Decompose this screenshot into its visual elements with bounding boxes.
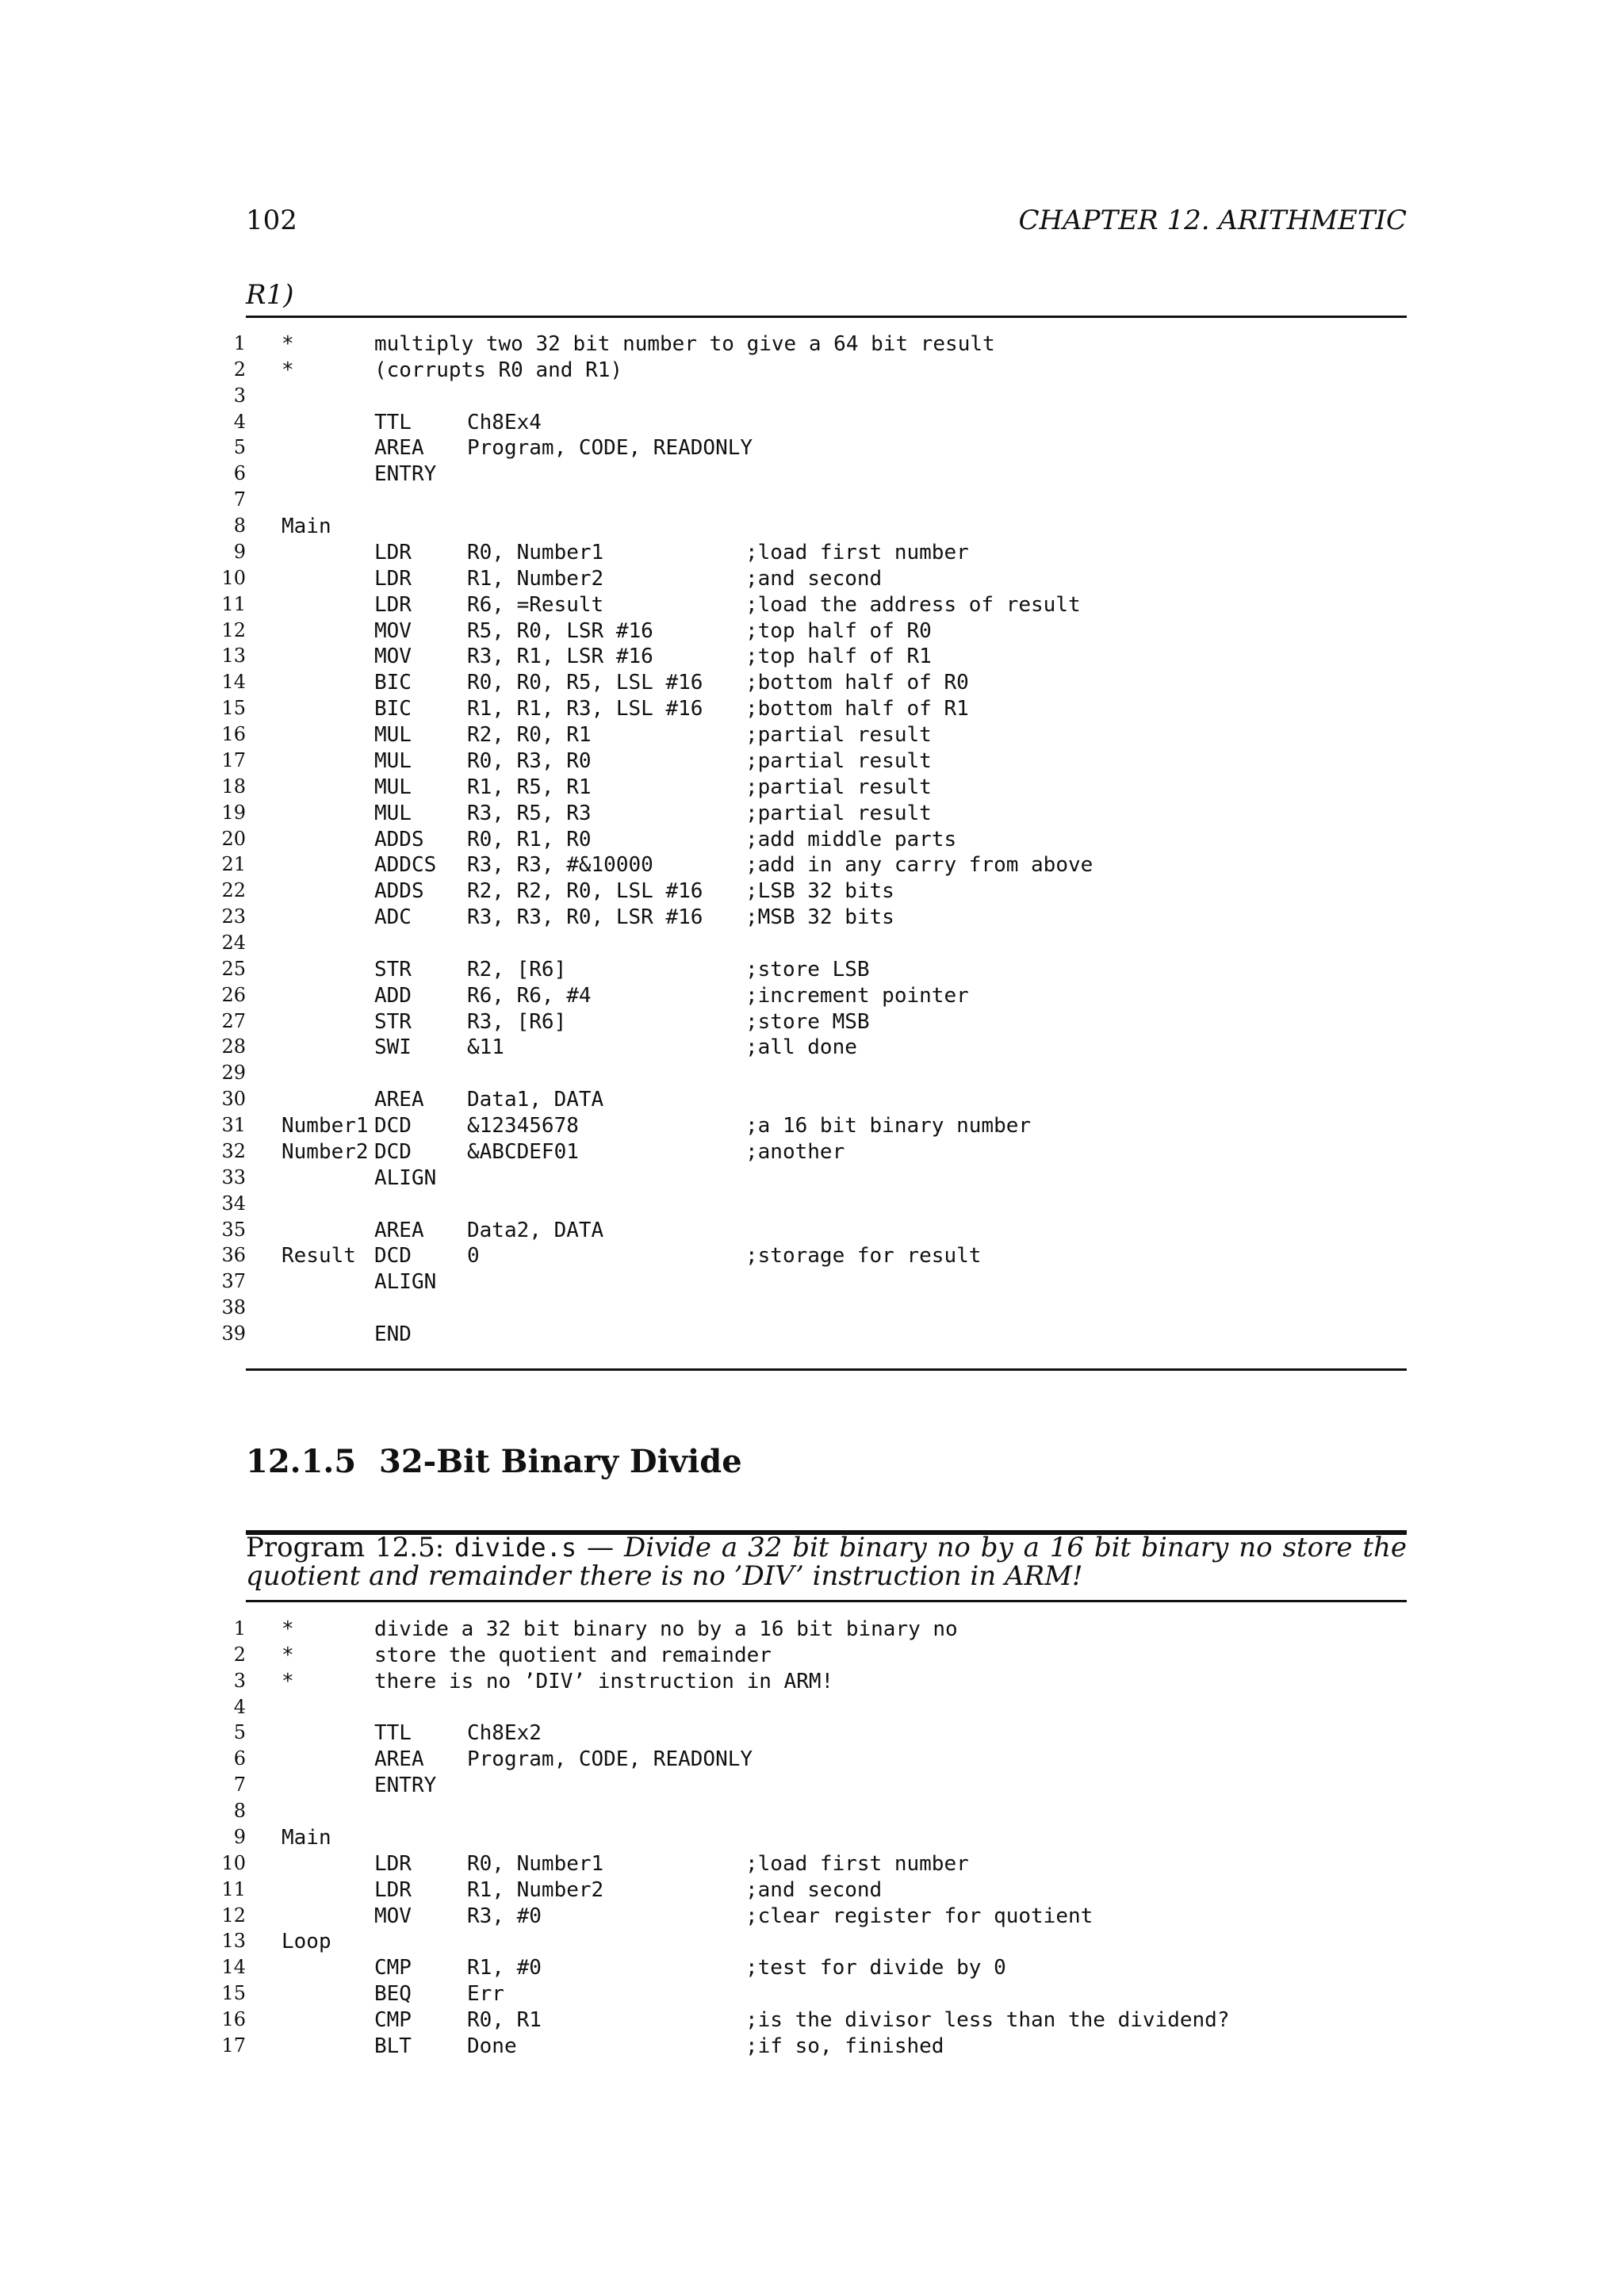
code-opcode: MOV (374, 618, 412, 643)
line-number: 16 (221, 2008, 246, 2031)
code-opcode: CMP (374, 1956, 412, 1980)
code-opcode: MUL (374, 775, 412, 799)
code-opcode: MOV (374, 645, 412, 669)
line-number: 39 (221, 1322, 246, 1345)
line-number: 17 (221, 2034, 246, 2057)
program-caption (246, 1533, 1407, 1590)
code-opcode: BLT (374, 2034, 412, 2058)
code-operands: Data2, DATA (467, 1218, 604, 1242)
code-comment: ;increment pointer (745, 983, 969, 1008)
program-caption-bottom-rule (246, 1600, 1407, 1602)
line-number: 14 (221, 1956, 246, 1979)
line-number: 26 (221, 983, 246, 1006)
line-number: 16 (221, 723, 246, 746)
code-comment: ;partial result (745, 748, 932, 773)
code-comment: ;load first number (745, 540, 969, 564)
line-number: 5 (233, 436, 246, 459)
line-number: 21 (221, 853, 246, 876)
code-operands: R1, R1, R3, LSL #16 (467, 697, 703, 721)
code-comment: ;test for divide by 0 (745, 1956, 1006, 1980)
code-comment: ;another (745, 1139, 845, 1164)
code-operands: R1, R5, R1 (467, 775, 592, 799)
code-comment: ;is the divisor less than the dividend? (745, 2008, 1230, 2033)
code-opcode: ADD (374, 983, 412, 1008)
code-opcode: ENTRY (374, 462, 437, 487)
line-number: 38 (221, 1296, 246, 1319)
listing1-bottom-rule (246, 1368, 1407, 1371)
code-comment: ;add middle parts (745, 827, 957, 851)
code-opcode: ADDS (374, 827, 424, 851)
code-comment: ;a 16 bit binary number (745, 1114, 1032, 1138)
code-operands: 0 (467, 1244, 480, 1269)
code-operands: R2, R0, R1 (467, 723, 592, 748)
line-number: 10 (221, 1851, 246, 1874)
line-number: 11 (221, 1877, 246, 1900)
code-opcode: AREA (374, 436, 424, 461)
code-opcode: ALIGN (374, 1165, 437, 1190)
code-label: * (282, 1669, 294, 1693)
code-comment: ;LSB 32 bits (745, 879, 894, 904)
code-comment: ;load first number (745, 1851, 969, 1876)
code-operands: R3, R3, #&10000 (467, 853, 653, 878)
line-number: 7 (233, 488, 246, 511)
code-label: * (282, 1617, 294, 1641)
caption-continuation: R1) (246, 279, 294, 311)
code-opcode: AREA (374, 1747, 424, 1772)
code-opcode: STR (374, 1009, 412, 1034)
line-number: 19 (221, 801, 246, 824)
line-number: 36 (221, 1244, 246, 1267)
code-opcode: LDR (374, 566, 412, 591)
code-operands: R3, R3, R0, LSR #16 (467, 905, 703, 930)
code-opcode: BEQ (374, 1982, 412, 2007)
line-number: 4 (233, 1695, 246, 1718)
line-number: 3 (233, 384, 246, 407)
line-number: 23 (221, 905, 246, 928)
code-operands: R3, [R6] (467, 1009, 567, 1034)
code-comment: ;store LSB (745, 957, 870, 982)
code-opcode: DCD (374, 1244, 412, 1269)
program-caption-dash: — (576, 1532, 624, 1563)
section-heading (246, 1443, 742, 1480)
code-comment: ;add in any carry from above (745, 853, 1094, 878)
code-comment: ;and second (745, 566, 883, 591)
code-opcode: AREA (374, 1088, 424, 1112)
code-comment: ;partial result (745, 801, 932, 825)
line-number: 22 (221, 879, 246, 902)
code-operands: R0, Number1 (467, 1851, 604, 1876)
code-operands: Done (467, 2034, 517, 2058)
code-operands: R3, #0 (467, 1904, 542, 1928)
code-opcode: MUL (374, 748, 412, 773)
code-opcode: MUL (374, 723, 412, 748)
code-label: Number1 (282, 1114, 369, 1138)
code-opcode: ALIGN (374, 1270, 437, 1295)
line-number: 6 (233, 1747, 246, 1770)
code-comment-text: there is no ’DIV’ instruction in ARM! (374, 1669, 834, 1693)
code-comment-text: store the quotient and remainder (374, 1643, 772, 1667)
line-number: 15 (221, 1982, 246, 2005)
code-comment: ;all done (745, 1035, 857, 1060)
code-opcode: LDR (374, 1851, 412, 1876)
code-comment: ;partial result (745, 775, 932, 799)
code-opcode: ADDCS (374, 853, 437, 878)
line-number: 5 (233, 1721, 246, 1744)
code-operands: Data1, DATA (467, 1088, 604, 1112)
code-opcode: AREA (374, 1218, 424, 1242)
line-number: 37 (221, 1270, 246, 1293)
line-number: 34 (221, 1192, 246, 1215)
code-operands: R0, R1, R0 (467, 827, 592, 851)
code-comment: ;MSB 32 bits (745, 905, 894, 930)
code-operands: R1, #0 (467, 1956, 542, 1980)
code-opcode: BIC (374, 697, 412, 721)
line-number: 1 (233, 1617, 246, 1640)
line-number: 4 (233, 410, 246, 433)
section-title: 32-Bit Binary Divide (379, 1443, 742, 1480)
line-number: 13 (221, 645, 246, 668)
code-label: * (282, 332, 294, 356)
line-number: 13 (221, 1930, 246, 1953)
code-operands: Ch8Ex2 (467, 1721, 542, 1746)
code-opcode: STR (374, 957, 412, 982)
code-comment: ;storage for result (745, 1244, 982, 1269)
code-opcode: MOV (374, 1904, 412, 1928)
line-number: 27 (221, 1009, 246, 1032)
code-operands: R3, R1, LSR #16 (467, 645, 653, 669)
code-operands: &ABCDEF01 (467, 1139, 579, 1164)
code-operands: R0, Number1 (467, 540, 604, 564)
line-number: 29 (221, 1062, 246, 1085)
code-label: Main (282, 1825, 331, 1850)
code-opcode: DCD (374, 1139, 412, 1164)
code-operands: R5, R0, LSR #16 (467, 618, 653, 643)
code-comment: ;partial result (745, 723, 932, 748)
code-opcode: CMP (374, 2008, 412, 2033)
line-number: 11 (221, 592, 246, 615)
code-opcode: MUL (374, 801, 412, 825)
line-number: 14 (221, 671, 246, 694)
code-operands: Program, CODE, READONLY (467, 1747, 753, 1772)
code-label: * (282, 1643, 294, 1667)
line-number: 32 (221, 1139, 246, 1162)
code-comment-text: divide a 32 bit binary no by a 16 bit binary no (374, 1617, 958, 1641)
code-operands: R3, R5, R3 (467, 801, 592, 825)
code-operands: Err (467, 1982, 504, 2007)
code-comment: ;bottom half of R1 (745, 697, 969, 721)
code-label: Number2 (282, 1139, 369, 1164)
line-number: 8 (233, 515, 246, 538)
line-number: 28 (221, 1035, 246, 1058)
code-opcode: SWI (374, 1035, 412, 1060)
code-operands: R1, Number2 (467, 566, 604, 591)
code-operands: &12345678 (467, 1114, 579, 1138)
line-number: 24 (221, 932, 246, 954)
code-comment: ;top half of R0 (745, 618, 932, 643)
code-operands: R2, R2, R0, LSL #16 (467, 879, 703, 904)
line-number: 10 (221, 566, 246, 589)
code-opcode: ADDS (374, 879, 424, 904)
code-operands: R0, R1 (467, 2008, 542, 2033)
listing1-top-rule (246, 316, 1407, 318)
code-operands: R6, =Result (467, 592, 604, 617)
line-number: 12 (221, 618, 246, 641)
code-opcode: ADC (374, 905, 412, 930)
line-number: 20 (221, 827, 246, 850)
code-label: Result (282, 1244, 356, 1269)
code-label: Main (282, 515, 331, 539)
code-operands: Program, CODE, READONLY (467, 436, 753, 461)
code-opcode: ENTRY (374, 1774, 437, 1798)
code-opcode: DCD (374, 1114, 412, 1138)
line-number: 15 (221, 697, 246, 720)
line-number: 33 (221, 1165, 246, 1188)
code-comment: ;and second (745, 1877, 883, 1902)
section-number: 12.1.5 (246, 1443, 357, 1480)
code-label: * (282, 358, 294, 382)
code-opcode: TTL (374, 1721, 412, 1746)
code-comment: ;if so, finished (745, 2034, 944, 2058)
line-number: 31 (221, 1114, 246, 1137)
page-number: 102 (246, 205, 297, 236)
code-operands: R0, R0, R5, LSL #16 (467, 671, 703, 695)
line-number: 8 (233, 1800, 246, 1823)
code-operands: Ch8Ex4 (467, 410, 542, 434)
line-number: 3 (233, 1669, 246, 1692)
code-operands: &11 (467, 1035, 504, 1060)
line-number: 2 (233, 358, 246, 381)
line-number: 35 (221, 1218, 246, 1241)
code-opcode: LDR (374, 540, 412, 564)
line-number: 25 (221, 957, 246, 980)
code-opcode: TTL (374, 410, 412, 434)
code-opcode: LDR (374, 592, 412, 617)
code-comment: ;top half of R1 (745, 645, 932, 669)
program-description: Divide a 32 bit binary no by a 16 bit binary no store the quotient and remainder there is no ’DIV’ instruction in ARM! (246, 1532, 1407, 1592)
line-number: 2 (233, 1643, 246, 1666)
code-opcode: BIC (374, 671, 412, 695)
code-operands: R1, Number2 (467, 1877, 604, 1902)
code-opcode: END (374, 1322, 412, 1347)
code-operands: R2, [R6] (467, 957, 567, 982)
code-opcode: LDR (374, 1877, 412, 1902)
line-number: 7 (233, 1774, 246, 1797)
code-comment: ;bottom half of R0 (745, 671, 969, 695)
line-number: 12 (221, 1904, 246, 1927)
line-number: 1 (233, 332, 246, 354)
code-operands: R0, R3, R0 (467, 748, 592, 773)
line-number: 9 (233, 540, 246, 563)
line-number: 30 (221, 1088, 246, 1111)
program-caption-prefix: Program 12.5: (246, 1532, 455, 1563)
code-label: Loop (282, 1930, 331, 1954)
code-comment-text: multiply two 32 bit number to give a 64 bit result (374, 332, 995, 356)
code-comment-text: (corrupts R0 and R1) (374, 358, 623, 382)
line-number: 17 (221, 748, 246, 771)
program-filename: divide.s (454, 1533, 577, 1563)
code-comment: ;store MSB (745, 1009, 870, 1034)
line-number: 9 (233, 1825, 246, 1848)
line-number: 6 (233, 462, 246, 485)
code-comment: ;clear register for quotient (745, 1904, 1094, 1928)
line-number: 18 (221, 775, 246, 798)
code-comment: ;load the address of result (745, 592, 1081, 617)
running-head: CHAPTER 12. ARITHMETIC (1018, 205, 1407, 236)
code-operands: R6, R6, #4 (467, 983, 592, 1008)
